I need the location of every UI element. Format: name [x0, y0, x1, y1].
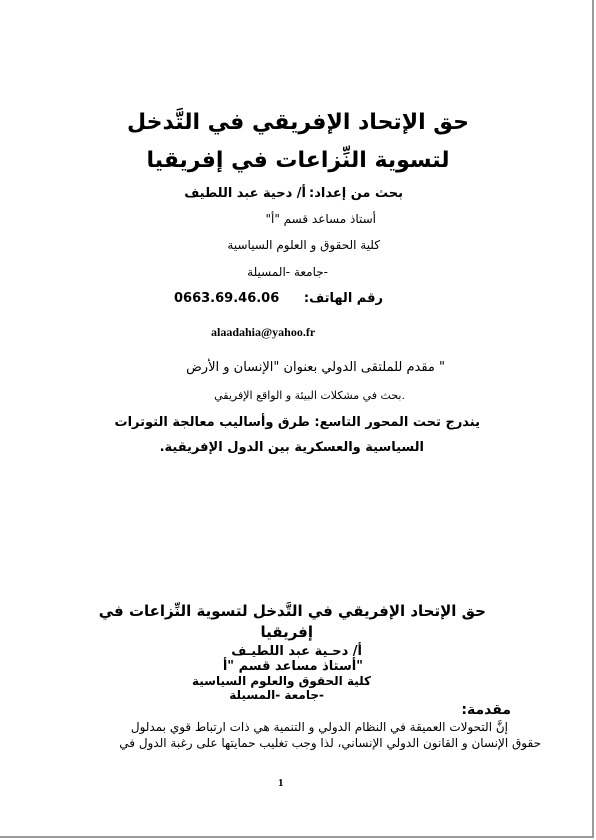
axis-line1: يندرج تحت المحور التاسع: طرق وأساليب معالجة التوترات — [114, 415, 480, 430]
content-title-line2: إفريقيا — [260, 623, 313, 641]
intro-line2: حقوق الإنسان و القانون الدولي الإنساني، لذا وجب تغليب حمايتها على رغبة الدول في — [119, 736, 541, 750]
content-author: أ/ دحـية عبد اللطيـف — [231, 644, 362, 659]
cover-position: أستاذ مساعد قسم "أ" — [265, 212, 376, 226]
phone-number: 0663.69.46.06 — [174, 291, 280, 306]
cover-title-line1: حق الإتحاد الإفريقي في التَّدخل — [127, 110, 469, 135]
content-position: "أستاذ مساعد قسم "أ — [222, 659, 363, 674]
cover-university: -جامعة -المسيلة — [247, 265, 328, 279]
conference-line: " مقدم للملتقى الدولي بعنوان "الإنسان و الأرض — [186, 360, 445, 375]
phone-label: رقم الهاتف: — [303, 291, 383, 306]
content-title-line1: حق الإتحاد الإفريقي في التَّدخل لتسوية النِّزاعات في — [98, 602, 486, 620]
intro-heading: مقدمة: — [461, 702, 511, 718]
email-address[interactable]: alaadahia@yahoo.fr — [211, 325, 316, 339]
content-faculty: كلية الحقوق والعلوم السياسية — [191, 674, 371, 688]
cover-title-line2: لتسوية النِّزاعات في إفريقيا — [146, 148, 450, 173]
axis-line2: السياسية والعسكرية بين الدول الإفريقية. — [159, 440, 424, 455]
cover-author: أ/ دحية عبد اللطيف — [184, 186, 306, 201]
cover-faculty: كلية الحقوق و العلوم السياسية — [227, 238, 380, 252]
research-topic: .بحث في مشكلات البيئة و الواقع الإفريقي — [214, 389, 405, 402]
prepared-by-label: بحث من إعداد: — [309, 186, 403, 201]
page-number: 1 — [278, 777, 284, 789]
content-university: -جامعة -المسيلة — [229, 688, 324, 702]
intro-line1: إنَّ التحولات العميقة في النظام الدولي و التنمية هي ذات ارتباط قوي بمدلول — [130, 720, 508, 734]
